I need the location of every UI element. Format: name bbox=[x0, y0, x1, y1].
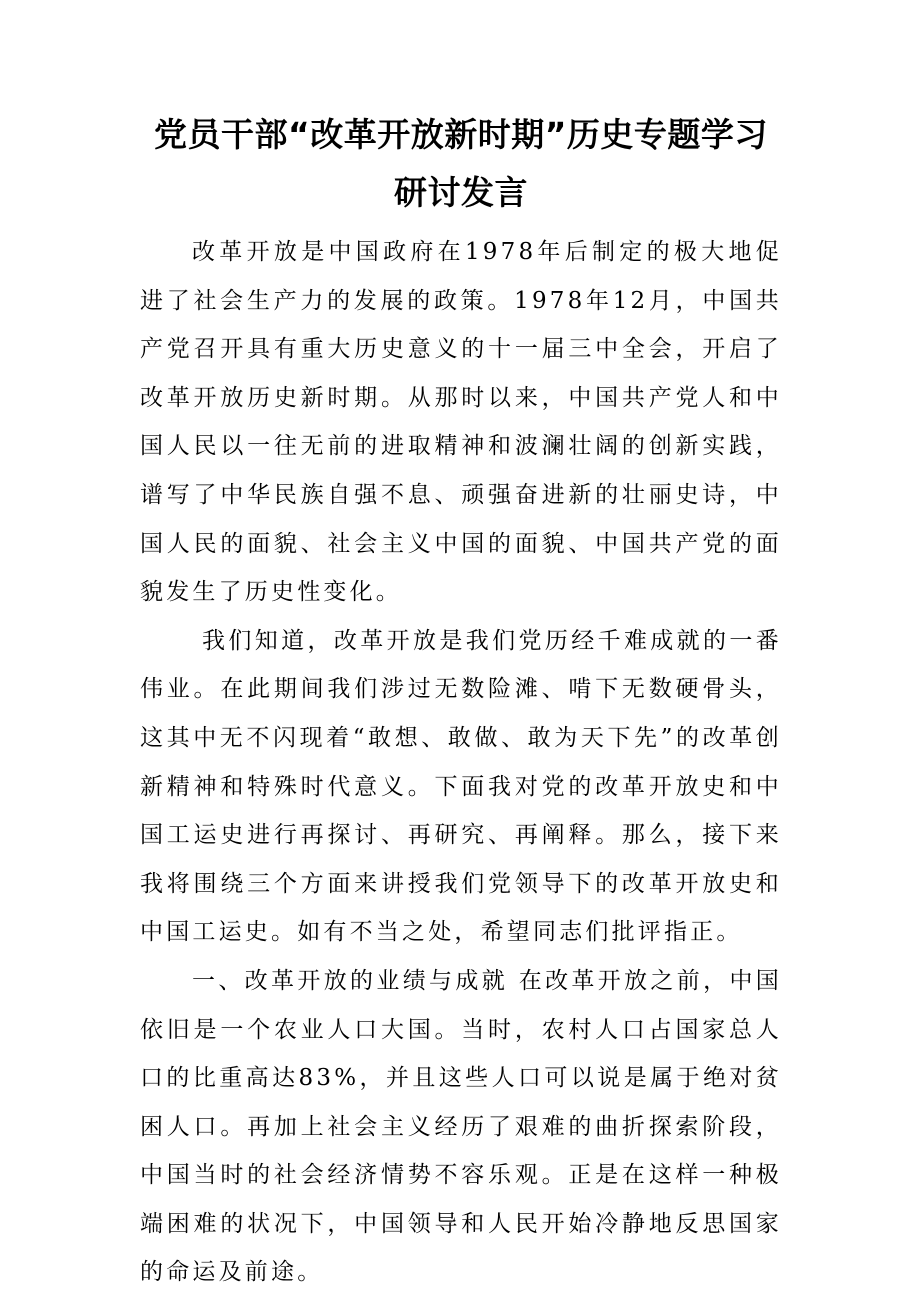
paragraph-reform-overview: 我们知道，改革开放是我们党历经千难成就的一番伟业。在此期间我们涉过无数险滩、啃下无数硬骨头，这其中无不闪现着“敢想、敢做、敢为天下先”的改革创新精神和特殊时代意义。下面我对党的改革开放史和中国工运史进行再探讨、再研究、再阐释。那么，接下来我将围绕三个方面来讲授我们党领导下的改革开放史和中国工运史。如有不当之处，希望同志们批评指正。 bbox=[140, 627, 782, 946]
document-body bbox=[140, 228, 782, 1297]
paragraph-intro: 改革开放是中国政府在1978年后制定的极大地促进了社会生产力的发展的政策。1978年12月，中国共产党召开具有重大历史意义的十一届三中全会，开启了改革开放历史新时期。从那时以来，中国共产党人和中国人民以一往无前的进取精神和波澜壮阔的创新实践，谱写了中华民族自强不息、顽强奋进新的壮丽史诗，中国人民的面貌、社会主义中国的面貌、中国共产党的面貌发生了历史性变化。 bbox=[140, 239, 782, 606]
paragraph-section-one: 一、改革开放的业绩与成就 在改革开放之前，中国依旧是一个农业人口大国。当时，农村人口占国家总人口的比重高达83%，并且这些人口可以说是属于绝对贫困人口。再加上社会主义经历了艰难的曲折探索阶段，中国当时的社会经济情势不容乐观。正是在这样一种极端困难的状况下，中国领导和人民开始冷静地反思国家的命运及前途。 bbox=[140, 967, 782, 1286]
document-title: 党员干部“改革开放新时期”历史专题学习研讨发言 bbox=[154, 115, 768, 212]
